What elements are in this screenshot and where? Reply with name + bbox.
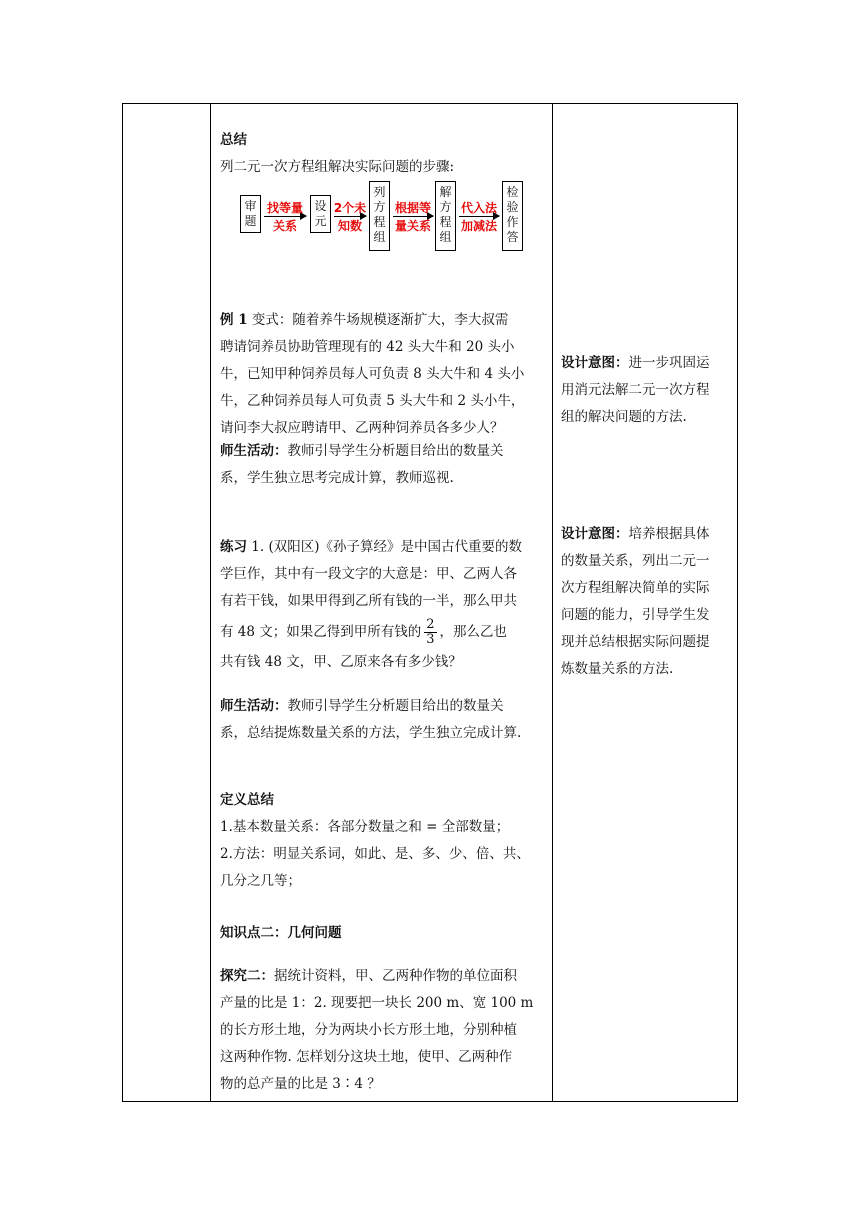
main-content-column (220, 127, 550, 1092)
design-intent-1 (561, 350, 733, 431)
definition-line: 2.方法：明显关系词，如此、是、多、少、倍、共、 (220, 846, 530, 862)
exercise1-section (220, 534, 550, 676)
arrow-label-top: 2个未 (333, 201, 367, 215)
fraction-two-thirds (424, 618, 436, 647)
definition-line: 几分之几等； (220, 873, 301, 889)
explore2-line: 据统计资料，甲、乙两种作物的单位面积 (274, 968, 517, 984)
steps-flowchart (240, 181, 580, 251)
activity-line: 教师引导学生分析题目给出的数量关 (287, 443, 504, 459)
step-box (502, 181, 523, 251)
design-line: 炼数量关系的方法. (561, 661, 674, 677)
example1-line: 变式：随着养牛场规模逐渐扩大，李大叔需 (247, 312, 509, 328)
step-label: 审题 (244, 199, 257, 228)
fraction-denominator: 3 (426, 632, 435, 647)
arrow-label-bottom: 知数 (337, 219, 362, 233)
arrow-label-top: 找等量 (266, 201, 303, 215)
design-line: 用消元法解二元一次方程 (561, 382, 710, 398)
arrow-label-top: 代入法 (460, 201, 497, 215)
fraction-numerator: 2 (426, 617, 435, 632)
example1-line: 聘请饲养员协助管理现有的 42 头大牛和 20 头小 (220, 339, 515, 355)
definition-line: 1.基本数量关系：各部分数量之和 = 全部数量； (220, 819, 510, 835)
design-line: 次方程组解决简单的实际 (561, 580, 710, 596)
activity-line: 系，总结提炼数量关系的方法，学生独立完成计算. (220, 725, 522, 741)
knowledge2-title: 知识点二：几何问题 (220, 925, 342, 941)
step-box (240, 195, 261, 233)
step-label: 列方程组 (373, 185, 386, 244)
example1-section (220, 307, 550, 442)
arrow-right-icon (334, 216, 366, 217)
design-label: 设计意图： (561, 355, 629, 371)
exercise1-label: 练习 (220, 539, 247, 555)
exercise1-line: 学巨作，其中有一段文字的大意是：甲、乙两人各 (220, 566, 517, 582)
arrow-label-bottom: 量关系 (394, 219, 431, 233)
example1-line: 牛，乙种饲养员每人可负责 5 头大牛和 2 头小牛， (220, 393, 525, 409)
arrow-right-icon (459, 216, 499, 217)
design-intent-2 (561, 521, 733, 683)
explore2-line: 这两种作物. 怎样划分这块土地，使甲、乙两种作 (220, 1049, 513, 1065)
explore2-label: 探究二： (220, 968, 274, 984)
arrow-label-bottom: 关系 (272, 219, 297, 233)
design-line: 组的解决问题的方法. (561, 409, 687, 425)
summary-title: 总结 (220, 132, 247, 148)
step-box (310, 195, 331, 233)
column-divider (552, 104, 553, 1101)
activity-line: 教师引导学生分析题目给出的数量关 (287, 698, 504, 714)
example1-label: 例 1 (220, 312, 248, 328)
summary-subtitle: 列二元一次方程组解决实际问题的步骤: (220, 159, 455, 175)
arrow-label-bottom: 加减法 (460, 219, 497, 233)
exercise1-line: 共有钱 48 文，甲、乙原来各有多少钱？ (220, 654, 462, 670)
exercise1-line: 有若干钱，如果甲得到乙所有钱的一半，那么甲共 (220, 593, 517, 609)
design-line: 现并总结根据实际问题提 (561, 634, 710, 650)
knowledge2-section (220, 920, 550, 947)
arrow-right-icon (393, 216, 433, 217)
step-box (369, 181, 390, 251)
explore2-section (220, 963, 550, 1098)
summary-section (220, 127, 550, 181)
column-divider (210, 104, 211, 1101)
definition-section (220, 787, 550, 895)
explore2-line: 物的总产量的比是 3∶4 ？ (220, 1076, 381, 1092)
activity-label: 师生活动： (220, 443, 288, 459)
design-label: 设计意图： (561, 526, 629, 542)
exercise1-line: ，那么乙也 (439, 624, 508, 640)
exercise1-line: 有 48 文；如果乙得到甲所有钱的 (220, 624, 422, 640)
definition-title: 定义总结 (220, 792, 274, 808)
explore2-line: 的长方形土地，分为两块小长方形土地，分别种植 (220, 1022, 517, 1038)
step-label: 设元 (314, 199, 327, 228)
example1-line: 牛，已知甲种饲养员每人可负责 8 头大牛和 4 头小 (220, 366, 525, 382)
design-line: 进一步巩固运 (628, 355, 710, 371)
activity-line: 系，学生独立思考完成计算，教师巡视. (220, 470, 454, 486)
design-line: 的数量关系，列出二元一 (561, 553, 710, 569)
activity-label: 师生活动： (220, 698, 288, 714)
exercise1-activity (220, 693, 550, 747)
design-line: 培养根据具体 (628, 526, 710, 542)
step-box (435, 181, 456, 251)
design-intent-column (561, 0, 733, 1100)
step-label: 检验作答 (506, 185, 519, 244)
example1-activity (220, 438, 550, 492)
arrow-label-top: 根据等 (394, 201, 431, 215)
arrow-right-icon (264, 216, 306, 217)
explore2-line: 产量的比是 1：2. 现要把一块长 200 m、宽 100 m (220, 995, 534, 1011)
exercise1-line: 1. (双阳区)《孙子算经》是中国古代重要的数 (247, 539, 522, 555)
example1-line: 请问李大叔应聘请甲、乙两种饲养员各多少人？ (220, 420, 504, 436)
design-line: 问题的能力，引导学生发 (561, 607, 710, 623)
step-label: 解方程组 (439, 185, 452, 244)
